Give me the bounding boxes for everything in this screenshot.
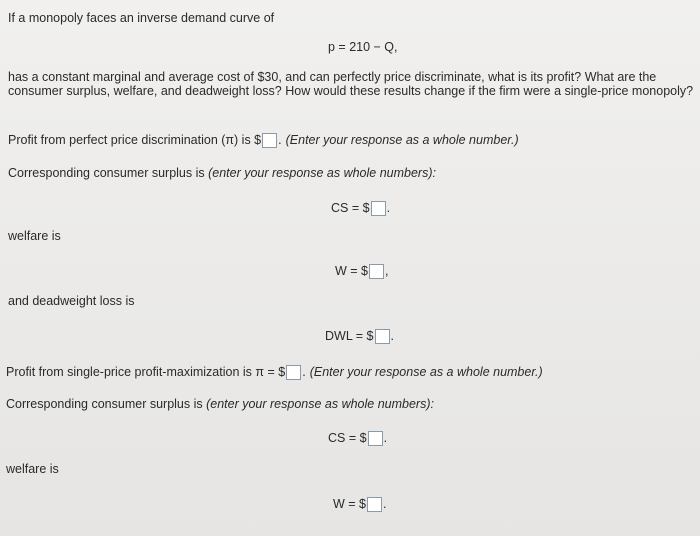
single-w-input[interactable] <box>367 497 382 512</box>
perfect-dwl-row <box>325 328 394 344</box>
perfect-profit-input[interactable] <box>262 133 277 148</box>
single-w-label: W = $ <box>333 497 366 511</box>
period-mark: . <box>383 431 388 445</box>
question-intro: If a monopoly faces an inverse demand curve of <box>8 11 275 25</box>
period-mark: . <box>383 497 387 511</box>
period-mark: . <box>278 133 282 147</box>
perfect-w-label: W = $ <box>335 264 368 278</box>
single-cs-input[interactable] <box>368 431 383 446</box>
perfect-dwl-label: DWL = $ <box>325 329 374 343</box>
single-cs-intro-italic: (enter your response as whole numbers): <box>206 397 434 411</box>
question-body: has a constant marginal and average cost of $30, and can perfectly price discriminate, what is its profit? What are the consumer surplus, welfare, and deadweight loss? How would these results change if the firm were a single-price monopoly? <box>8 70 694 98</box>
single-profit-hint: (Enter your response as a whole number.) <box>309 365 543 379</box>
perfect-cs-intro-italic: (enter your response as whole numbers): <box>208 166 436 180</box>
single-welfare-text: welfare is <box>6 462 59 476</box>
single-w-row <box>333 496 386 512</box>
perfect-welfare-text: welfare is <box>8 229 61 243</box>
comma-mark: , <box>385 264 389 278</box>
perfect-cs-input[interactable] <box>371 201 386 216</box>
perfect-profit-hint: (Enter your response as a whole number.) <box>285 133 519 147</box>
perfect-profit-label: Profit from perfect price discrimination (π) is $ <box>8 133 262 147</box>
single-cs-intro <box>6 397 434 412</box>
single-profit-label: Profit from single-price profit-maximization is π = $ <box>6 365 286 379</box>
perfect-w-row <box>335 263 388 279</box>
single-profit-row <box>6 364 543 380</box>
single-cs-label: CS = $ <box>328 431 367 445</box>
period-mark: . <box>302 365 306 379</box>
perfect-w-input[interactable] <box>369 264 384 279</box>
perfect-cs-row <box>331 200 390 216</box>
perfect-dwl-input[interactable] <box>375 329 390 344</box>
single-profit-input[interactable] <box>286 365 301 380</box>
perfect-cs-label: CS = $ <box>331 201 370 215</box>
perfect-cs-intro <box>8 166 436 181</box>
perfect-profit-row <box>8 132 519 148</box>
single-cs-row <box>328 430 387 446</box>
period-mark: . <box>390 329 394 343</box>
perfect-dwl-text: and deadweight loss is <box>8 294 135 308</box>
period-mark: . <box>386 201 391 215</box>
perfect-cs-intro-plain: Corresponding consumer surplus is <box>8 166 209 180</box>
single-cs-intro-plain: Corresponding consumer surplus is <box>6 397 207 411</box>
demand-equation: p = 210 − Q, <box>328 40 398 54</box>
